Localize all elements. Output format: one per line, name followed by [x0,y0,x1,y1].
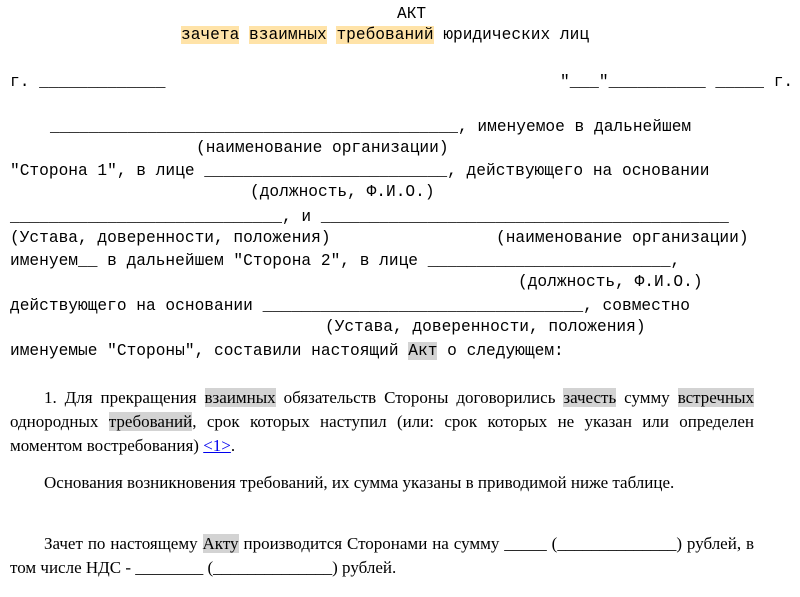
clause-3-hl-act: Акту [202,534,239,553]
clause-1-hl-offset: зачесть [563,388,617,407]
basis2-caption: (Устава, доверенности, положения) [325,318,646,336]
clause-1-part: , срок которых наступил (или: срок которых не указан или определен моментом востребования) [10,412,755,455]
parties-line [10,341,564,361]
clause-1-hl-mutual: взаимных [204,388,276,407]
clause-3-part: Зачет по настоящему [44,534,198,553]
subtitle-word-offset: зачета [181,26,240,44]
clause-3-part: производится Сторонами на сумму _____ (______________) рублей, в том числе НДС - ________ (______________) рублей. [10,534,755,577]
subtitle-word-mutual: взаимных [249,26,327,44]
clause-1-end: . [230,436,236,455]
clause-1-part: обязательств Стороны договорились [283,388,556,407]
clause-1-part: однородных [10,412,99,431]
city-field-line: г. _____________ [10,73,166,91]
footnote-link[interactable]: <1> [203,436,231,455]
side1-caption: (должность, Ф.И.О.) [250,183,435,201]
side2-line: именуем__ в дальнейшем "Сторона 2", в лице _________________________, [10,252,681,270]
clause-1 [10,386,754,458]
clause-1-part: 1. Для прекращения [44,388,197,407]
clause-2-text: Основания возникновения требований, их сумма указаны в приводимой ниже таблице. [44,473,675,492]
date-field-line: "___"__________ _____ г. [560,73,794,91]
act-title: АКТ [397,5,427,23]
parties-act-highlight: Акт [408,342,438,360]
clause-1-part: сумму [624,388,670,407]
side1-line: "Сторона 1", в лице _________________________, действующего на основании [10,162,710,180]
side2-caption: (должность, Ф.И.О.) [518,273,703,291]
org1-caption: (наименование организации) [196,139,449,157]
subtitle-rest: юридических лиц [443,26,590,44]
basis1-caption-a: (Устава, доверенности, положения) [10,229,331,247]
clause-1-hl-claims: требований [108,412,193,431]
parties-post: о следующем: [447,342,564,360]
basis2-line: действующего на основании _________________________________, совместно [10,297,690,315]
clause-2 [10,471,754,495]
clause-1-hl-counter: встречных [677,388,754,407]
clause-3 [10,532,754,580]
parties-pre: именуемые "Стороны", составили настоящий [10,342,399,360]
basis1-line: ____________________________, и __________________________________________ [10,208,729,226]
basis1-caption-b: (наименование организации) [496,229,749,247]
act-subtitle [181,25,589,45]
org1-field-line: __________________________________________, именуемое в дальнейшем [50,118,692,136]
subtitle-word-claims: требований [336,26,434,44]
